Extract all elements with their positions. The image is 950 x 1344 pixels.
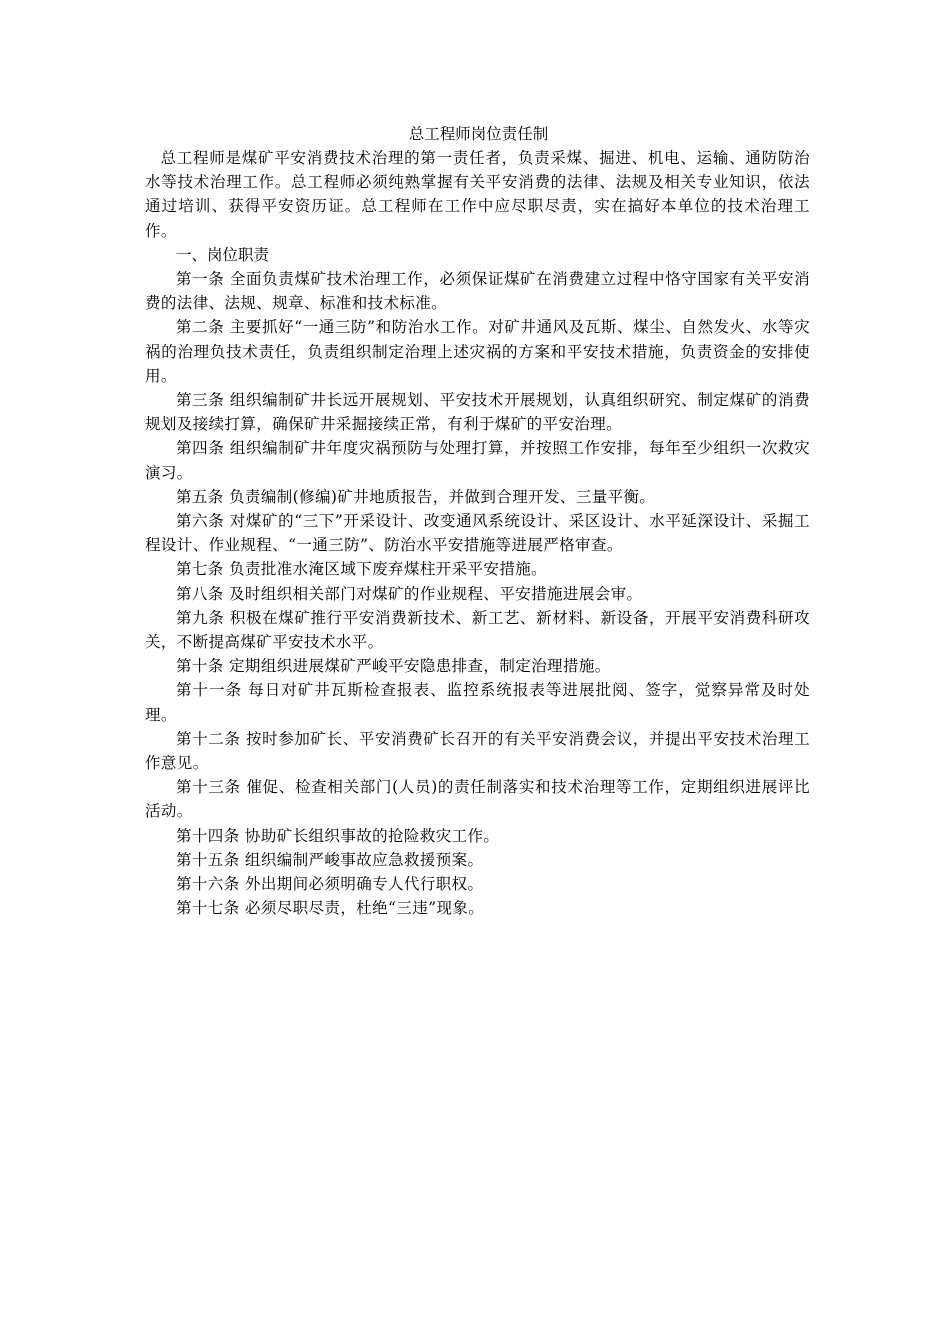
article-2: 第二条 主要抓好“一通三防”和防治水工作。对矿井通风及瓦斯、煤尘、自然发火、水等灾祸的治理负技术责任，负责组织制定治理上述灾祸的方案和平安技术措施，负责资金的安排使用。 bbox=[145, 318, 810, 385]
article-12: 第十二条 按时参加矿长、平安消费矿长召开的有关平安消费会议，并提出平安技术治理工作意见。 bbox=[145, 729, 810, 773]
article-16: 第十六条 外出期间必须明确专人代行职权。 bbox=[176, 875, 484, 894]
article-6: 第六条 对煤矿的“三下”开采设计、改变通风系统设计、采区设计、水平延深设计、采掘工程设计、作业规程、“一通三防”、防治水平安措施等进展严格审查。 bbox=[145, 512, 810, 555]
document-title: 总工程师岗位责任制 bbox=[408, 125, 549, 143]
section-heading: 一、岗位职责 bbox=[176, 245, 270, 264]
article-17: 第十七条 必须尽职尽责，杜绝“三违”现象。 bbox=[176, 899, 485, 918]
article-4: 第四条 组织编制矿井年度灾祸预防与处理打算，并按照工作安排，每年至少组织一次救灾演习。 bbox=[145, 439, 810, 482]
article-8: 第八条 及时组织相关部门对煤矿的作业规程、平安措施进展会审。 bbox=[176, 584, 643, 603]
article-10: 第十条 定期组织进展煤矿严峻平安隐患排查，制定治理措施。 bbox=[176, 657, 611, 676]
article-14: 第十四条 协助矿长组织事故的抢险救灾工作。 bbox=[176, 826, 500, 845]
article-1: 第一条 全面负责煤矿技术治理工作，必须保证煤矿在消费建立过程中恪守国家有关平安消费的法律、法规、规章、标准和技术标准。 bbox=[145, 270, 810, 313]
article-3: 第三条 组织编制矿井长远开展规划、平安技术开展规划，认真组织研究、制定煤矿的消费规划及接续打算，确保矿井采掘接续正常，有利于煤矿的平安治理。 bbox=[145, 391, 810, 434]
article-13: 第十三条 催促、检查相关部门(人员)的责任制落实和技术治理等工作，定期组织进展评比活动。 bbox=[145, 778, 810, 821]
article-9: 第九条 积极在煤矿推行平安消费新技术、新工艺、新材料、新设备，开展平安消费科研攻关，不断提高煤矿平安技术水平。 bbox=[145, 608, 810, 652]
intro-paragraph: 总工程师是煤矿平安消费技术治理的第一责任者，负责采煤、掘进、机电、运输、通防防治水等技术治理工作。总工程师必须纯熟掌握有关平安消费的法律、法规及相关专业知识，依法通过培训、获得平安资历证。总工程师在工作中应尽职尽责，实在搞好本单位的技术治理工作。 bbox=[145, 149, 810, 240]
article-11: 第十一条 每日对矿井瓦斯检查报表、监控系统报表等进展批阅、签字，觉察异常及时处理。 bbox=[145, 681, 810, 724]
article-5: 第五条 负责编制(修编)矿井地质报告，并做到合理开发、三量平衡。 bbox=[176, 487, 656, 506]
document-body bbox=[145, 122, 810, 921]
article-15: 第十五条 组织编制严峻事故应急救援预案。 bbox=[176, 850, 484, 869]
article-7: 第七条 负责批准水淹区域下废弃煤柱开采平安措施。 bbox=[176, 560, 548, 579]
